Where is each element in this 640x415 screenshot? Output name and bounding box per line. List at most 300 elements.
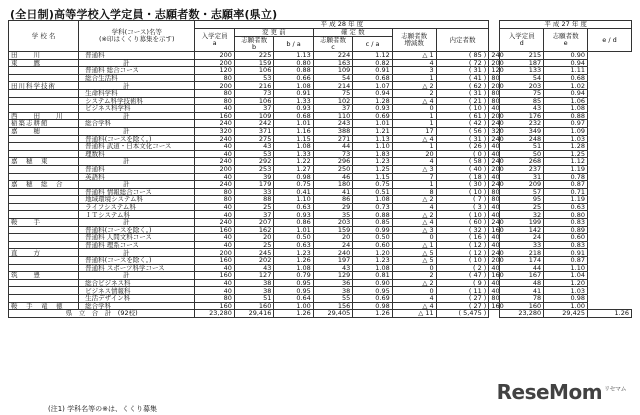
value-cell: 240 [489,120,500,128]
value-cell: ( 2 ) [436,264,489,272]
value-cell: 80 [489,196,500,204]
value-cell: ( 40 ) [436,165,489,173]
school-name: 稲築志耕館 [9,120,79,128]
header-shigan-c-label: 志願者数 [320,36,347,44]
value-cell: 1.13 [353,135,392,143]
value-cell: 73 [234,89,273,97]
value-cell: 40 [195,211,234,219]
value-cell: 80 [489,97,500,105]
course-name: ライフシステム科 [79,203,195,211]
value-cell: 1.03 [544,135,588,143]
header-confirmed: 確 定 数 [313,29,392,37]
course-name: 普通科 [79,165,195,173]
course-name: 総合ビジネス科 [79,279,195,287]
course-name: 普通科 武道・日本文化コース [79,143,195,151]
value-cell: 40 [195,279,234,287]
header-teiin27 [500,29,544,52]
value-cell: 37 [234,105,273,113]
value-cell: 200 [195,82,234,90]
value-cell: 160 [489,272,500,280]
course-name: 計 [79,249,195,257]
value-cell: 80 [489,295,500,303]
value-cell: 0.60 [353,241,392,249]
value-cell: 160 [195,302,234,310]
value-cell: 1.08 [353,196,392,204]
value-cell: 3 [392,67,436,75]
value-cell: 33 [234,188,273,196]
value-cell: 176 [500,112,544,120]
value-cell: 1 [392,120,436,128]
value-cell: △ 2 [392,82,436,90]
value-cell: 80 [195,196,234,204]
school-name: 嘉 穂 [9,127,79,135]
value-cell: 1.10 [274,196,313,204]
value-cell: 44 [313,143,352,151]
value-cell: 203 [313,219,352,227]
course-name: ビジネス情報科 [79,287,195,295]
value-cell: ( 41 ) [436,74,489,82]
value-cell: 1.23 [353,257,392,265]
value-cell: 43 [234,264,273,272]
header-shigan27-code: e [563,39,568,47]
header-diff [392,29,436,52]
value-cell: 240 [489,52,500,60]
school-name [9,295,79,303]
value-cell: 0.93 [274,211,313,219]
value-cell: 0.50 [274,234,313,242]
value-cell: 1.19 [544,196,588,204]
value-cell: 1.28 [544,143,588,151]
school-name [9,279,79,287]
value-cell: 0.94 [544,89,588,97]
value-cell: △ 1 [392,241,436,249]
value-cell: 0.51 [353,188,392,196]
school-name: 直 方 [9,249,79,257]
header-shigan-c [313,37,352,52]
value-cell: 120 [489,67,500,75]
value-cell: ( 60 ) [436,219,489,227]
value-cell: 80 [489,74,500,82]
value-cell: 1.20 [544,279,588,287]
school-name [9,97,79,105]
value-cell: 80 [195,188,234,196]
value-cell: △ 4 [392,302,436,310]
school-name [9,226,79,234]
value-cell: 1.09 [544,127,588,135]
value-cell: ( 18 ) [436,173,489,181]
value-cell: 202 [234,257,273,265]
value-cell: 1.07 [353,82,392,90]
value-cell: 1.22 [274,158,313,166]
course-name: 普通科(コースを除く。) [79,226,195,234]
value-cell: 240 [313,249,352,257]
value-cell: 0.86 [274,219,313,227]
value-cell: 203 [500,82,544,90]
table-row [9,52,632,60]
value-cell: △ 2 [392,211,436,219]
course-name: 普通科(コースを除く。) [79,135,195,143]
value-cell: 160 [195,272,234,280]
course-name: 総合生活科 [79,74,195,82]
value-cell: 271 [313,135,352,143]
value-cell: 1.33 [274,150,313,158]
brand-sub: リセマム [604,386,626,394]
value-cell: 1.13 [274,52,313,60]
value-cell: 1.19 [544,165,588,173]
school-name [9,188,79,196]
header-year28: 平 成 28 年 度 [195,21,489,29]
course-name: 計 [79,127,195,135]
header-teiin27-label: 入学定員 [508,32,535,40]
value-cell: 240 [195,135,234,143]
value-cell: △ 4 [392,135,436,143]
value-cell: 51 [500,143,544,151]
value-cell: 243 [313,120,352,128]
value-cell: 349 [500,127,544,135]
value-cell: ( 62 ) [436,82,489,90]
value-cell: 1.00 [274,302,313,310]
value-cell: △ 5 [392,249,436,257]
value-cell: 1.04 [544,272,588,280]
value-cell: 106 [234,67,273,75]
value-cell: 1 [392,181,436,189]
value-cell: 40 [489,241,500,249]
value-cell: 1.12 [544,158,588,166]
value-cell: 320 [489,127,500,135]
value-cell: 0.66 [274,74,313,82]
value-cell: ( 3 ) [436,203,489,211]
header-change-before: 変 更 前 [234,29,313,37]
value-cell: 0.91 [274,89,313,97]
value-cell: 39 [234,173,273,181]
value-cell: 0.63 [544,203,588,211]
value-cell: 160 [489,302,500,310]
value-cell: 0.69 [353,295,392,303]
value-cell: ( 16 ) [436,234,489,242]
header-ratio-ba: b / a [274,37,313,52]
value-cell: 54 [313,74,352,82]
value-cell: 232 [500,120,544,128]
value-cell: 253 [234,165,273,173]
value-cell: 1.08 [544,105,588,113]
total-label: 県 立 合 計 (92校) [9,310,195,318]
value-cell: 240 [195,158,234,166]
value-cell: 0.68 [274,112,313,120]
value-cell: ( 58 ) [436,158,489,166]
table-row [9,279,632,287]
header-course-note: (※印はくくり募集を示す) [99,35,175,43]
value-cell: 1.01 [353,120,392,128]
course-name: 普通科(コースを除く。) [79,257,195,265]
header-diff-label2: 増減数 [404,39,424,47]
table-row [9,74,632,82]
course-name: 普通科 情報総合コース [79,188,195,196]
course-name: 地域環境システム科 [79,196,195,204]
value-cell: 225 [234,52,273,60]
value-cell: 1 [392,112,436,120]
value-cell: 0.87 [544,181,588,189]
course-name: 普通科 人間文科コース [79,234,195,242]
value-cell: 106 [234,97,273,105]
course-name: 計 [79,59,195,67]
header-school: 学 校 名 [9,21,79,52]
value-cell: 0.63 [274,241,313,249]
value-cell: 0.87 [544,257,588,265]
value-cell: △ 1 [392,52,436,60]
value-cell: 40 [195,203,234,211]
school-name: 田 川 [9,52,79,60]
value-cell: 40 [489,203,500,211]
value-cell: 54 [500,74,544,82]
value-cell: ( 42 ) [436,120,489,128]
header-shigan-b [234,37,273,52]
header-ratio-ed: e / d [588,29,632,52]
value-cell: 24 [500,234,544,242]
value-cell: 35 [313,211,352,219]
value-cell: ( 47 ) [436,272,489,280]
total-cell: 23,280 [195,310,234,318]
value-cell: 1.28 [353,97,392,105]
value-cell: 46 [313,173,352,181]
table-row [9,295,632,303]
value-cell: 0 [392,234,436,242]
course-name: 普通科 理系コース [79,241,195,249]
value-cell: 388 [313,127,352,135]
value-cell: ( 31 ) [436,67,489,75]
value-cell: 197 [313,257,352,265]
value-cell: △ 5 [392,257,436,265]
value-cell: 1.12 [353,52,392,60]
value-cell: 41 [313,188,352,196]
value-cell: 167 [500,272,544,280]
value-cell: ( 26 ) [436,143,489,151]
value-cell: 40 [489,264,500,272]
school-name [9,89,79,97]
header-shigan-label: 志願者数 [241,36,268,44]
value-cell: 0.82 [353,59,392,67]
value-cell: 209 [500,181,544,189]
value-cell: 159 [234,59,273,67]
value-cell: 0.73 [353,203,392,211]
value-cell: 40 [489,105,500,113]
course-name: 計 [79,272,195,280]
value-cell: 85 [500,97,544,105]
value-cell: △ 2 [392,196,436,204]
value-cell: 0 [392,105,436,113]
value-cell: 80 [489,89,500,97]
value-cell: 0.80 [274,59,313,67]
value-cell: ( 27 ) [436,302,489,310]
value-cell: 200 [489,257,500,265]
value-cell: 0.98 [353,302,392,310]
value-cell: 200 [195,165,234,173]
value-cell: 1.25 [544,150,588,158]
value-cell: ( 10 ) [436,257,489,265]
admission-table [8,20,632,318]
header-shigan-b-code: b [252,43,257,51]
total-cell: 29,425 [544,310,588,318]
school-name [9,196,79,204]
value-cell: 4 [392,295,436,303]
value-cell: 218 [500,249,544,257]
value-cell: 0.71 [544,188,588,196]
course-name: 生命科学科 [79,89,195,97]
value-cell: 1.01 [274,120,313,128]
value-cell: 73 [313,150,352,158]
value-cell: 371 [234,127,273,135]
value-cell: 0.93 [353,105,392,113]
value-cell: 200 [489,112,500,120]
value-cell: ( 0 ) [436,150,489,158]
value-cell: 0.95 [353,287,392,295]
value-cell: 275 [234,135,273,143]
value-cell: 38 [234,287,273,295]
value-cell: 240 [489,219,500,227]
value-cell: 40 [489,287,500,295]
school-name: 鞍 手 竜 徳 [9,302,79,310]
school-name: 鞍 手 [9,219,79,227]
value-cell: 40 [195,234,234,242]
value-cell: 0.64 [274,295,313,303]
value-cell: 0.95 [274,279,313,287]
value-cell: 40 [489,234,500,242]
school-name [9,287,79,295]
value-cell: 1.08 [274,264,313,272]
value-cell: 25 [234,241,273,249]
value-cell: 187 [500,59,544,67]
value-cell: 40 [489,143,500,151]
value-cell: 1.06 [544,97,588,105]
value-cell: 0.98 [544,295,588,303]
value-cell: ( 10 ) [436,105,489,113]
value-cell: 200 [195,59,234,67]
total-cell: 23,280 [500,310,544,318]
value-cell: 36 [313,279,352,287]
value-cell: 0.88 [274,67,313,75]
value-cell: 95 [500,196,544,204]
value-cell: 1.00 [544,302,588,310]
value-cell: 40 [489,150,500,158]
value-cell: 1.01 [274,226,313,234]
value-cell: 1.08 [274,82,313,90]
value-cell: ( 10 ) [436,211,489,219]
value-cell: 0.95 [274,287,313,295]
value-cell: 51 [234,295,273,303]
value-cell: 120 [195,67,234,75]
header-teiin [195,29,234,52]
value-cell: 159 [313,226,352,234]
value-cell: 133 [500,67,544,75]
header-ratio-ca: c / a [353,37,392,52]
course-name: ビジネス科学科 [79,105,195,113]
column-gap [489,21,500,52]
resemom-logo [497,380,626,404]
value-cell: 0.75 [274,181,313,189]
value-cell: 240 [489,158,500,166]
table-body [9,52,632,310]
value-cell: 25 [500,203,544,211]
value-cell: 86 [313,196,352,204]
value-cell: 0.68 [353,74,392,82]
table-row [9,257,632,265]
value-cell: 0.85 [353,219,392,227]
value-cell: 57 [500,188,544,196]
value-cell: 1.16 [274,127,313,135]
value-cell: 0 [392,264,436,272]
value-cell: 0.63 [274,203,313,211]
value-cell: ( 27 ) [436,295,489,303]
value-cell: 40 [195,287,234,295]
value-cell: 1.03 [544,287,588,295]
school-name [9,165,79,173]
value-cell: 43 [313,264,352,272]
table-row [9,241,632,249]
value-cell: 75 [313,89,352,97]
value-cell: ( 72 ) [436,59,489,67]
value-cell: 127 [234,272,273,280]
value-cell: 0.68 [544,74,588,82]
value-cell: ( 31 ) [436,89,489,97]
value-cell: 7 [392,173,436,181]
value-cell: 109 [234,112,273,120]
table-row [9,203,632,211]
course-name: 普通科 [79,52,195,60]
value-cell: 1 [392,74,436,82]
value-cell: 1.27 [274,165,313,173]
header-course [79,21,195,52]
value-cell: 0.97 [544,120,588,128]
header-naitei: 内定者数 [436,29,489,52]
value-cell: 80 [195,74,234,82]
header-diff-label: 志願者数 [401,32,428,40]
value-cell: 0.89 [544,226,588,234]
value-cell: 0.78 [544,173,588,181]
value-cell: 40 [489,211,500,219]
total-cell: 1.26 [274,310,313,318]
value-cell: ( 12 ) [436,241,489,249]
value-cell: 40 [195,143,234,151]
header-course-label: 学科(コース)名等 [111,28,162,36]
school-name [9,74,79,82]
value-cell: 160 [500,302,544,310]
value-cell: 1.15 [353,173,392,181]
value-cell: 31 [500,173,544,181]
value-cell: 129 [313,272,352,280]
table-row [9,127,632,135]
value-cell: 160 [195,226,234,234]
value-cell: 240 [489,249,500,257]
school-name: 西 田 川 [9,112,79,120]
total-cell: 29,416 [234,310,273,318]
value-cell: 0.91 [353,67,392,75]
value-cell: ( 21 ) [436,97,489,105]
school-name [9,241,79,249]
value-cell: 37 [313,105,352,113]
value-cell: 0.41 [274,188,313,196]
value-cell: 4 [392,158,436,166]
total-cell: △ 11 [392,310,436,318]
value-cell: 0.79 [274,272,313,280]
value-cell: 0.94 [353,89,392,97]
value-cell: 199 [500,219,544,227]
value-cell: 160 [195,257,234,265]
value-cell: 78 [500,295,544,303]
value-cell: 80 [489,188,500,196]
school-name [9,257,79,265]
value-cell: 200 [489,82,500,90]
value-cell: 29 [313,203,352,211]
value-cell: 1.08 [274,143,313,151]
